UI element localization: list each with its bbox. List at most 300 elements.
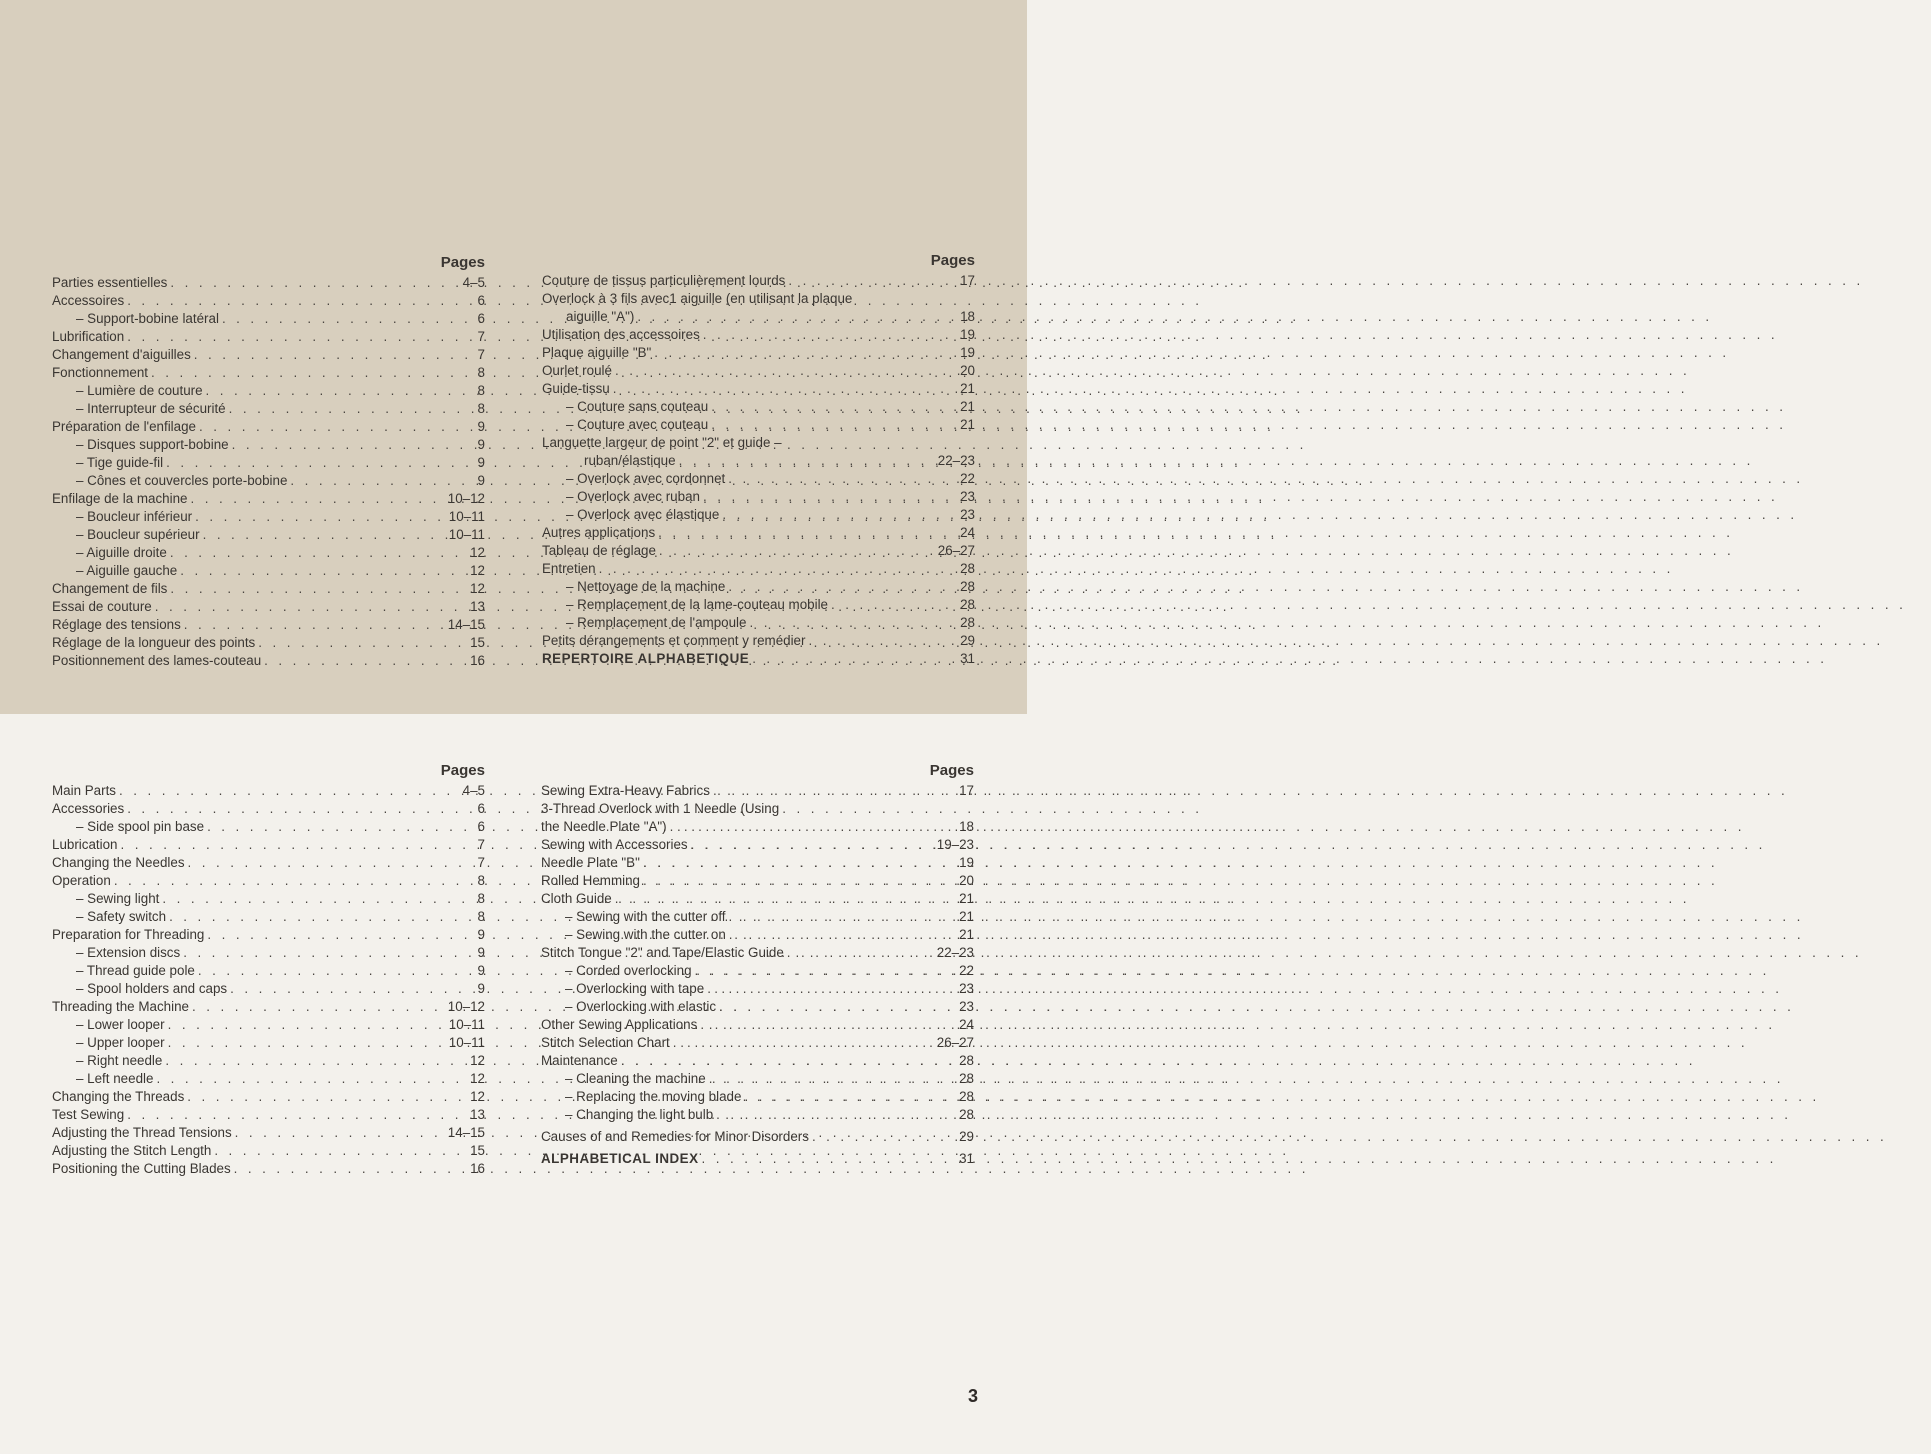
dot-leader [127,328,474,346]
toc-entry [541,1034,974,1052]
toc-entry [541,1016,974,1034]
toc-entry [541,800,974,818]
toc-entry-label: Parties essentielles [52,275,168,290]
dot-leader [702,1150,957,1168]
dot-leader [691,836,934,854]
toc-entry-label: Sewing Extra-Heavy Fabrics [541,783,710,798]
toc-entry-label: Needle Plate "B" [541,855,640,870]
toc-entry-label: Plaque aiguille "B" [542,345,652,360]
dot-leader [180,562,467,580]
toc-entry-label: – Overlocking with elastic [565,999,717,1014]
toc-entry-label: Positionnement des lames-couteau [52,653,262,668]
toc-entry [542,650,975,668]
toc-entry-label: Changing the Threads [52,1089,185,1104]
toc-entry-page: 8 [477,365,485,380]
dot-leader [290,472,474,490]
toc-entry [52,1106,485,1124]
dot-leader [183,944,474,962]
dot-leader [206,382,475,400]
dot-leader [659,542,935,560]
toc-entry-label: – Couture avec couteau [566,417,709,432]
toc-entry [541,1088,974,1106]
toc-entry-page: 28 [959,1053,974,1068]
toc-entry-page: 9 [477,455,485,470]
dot-leader [729,926,956,944]
dot-leader [222,310,475,328]
toc-entry-page: 22 [959,963,974,978]
toc-entry-page: 23 [960,507,975,522]
toc-entry-label: Essai de couture [52,599,152,614]
toc-entry-label: – Side spool pin base [76,819,205,834]
toc-entry-page: 10–11 [448,1035,485,1050]
dot-leader [658,524,957,542]
toc-entry-label: – Aiguille droite [76,545,167,560]
toc-entry-page: 15 [470,635,485,650]
dot-leader [168,1034,446,1052]
toc-entry-label: Preparation for Threading [52,927,205,942]
toc-entry-page: 17 [959,783,974,798]
toc-entry-label: Petits dérangements et comment y remédier [542,633,806,648]
toc-entry [52,580,485,598]
dot-leader [679,452,935,470]
toc-entry-page: 22 [960,471,975,486]
toc-entry [52,1052,485,1070]
toc-entry-label: Couture de tissus particulièrement lourds [542,273,786,288]
toc-entry-label: – Boucleur supérieur [76,527,200,542]
toc-entry-page: 12 [470,545,485,560]
toc-entry-label: Accessoires [52,293,125,308]
toc-entry-label: – Remplacement de l'ampoule [566,615,747,630]
dot-leader [188,854,475,872]
dot-leader [207,818,474,836]
toc-entry [52,1142,485,1160]
toc-french-left [52,252,485,670]
toc-entry-page: 6 [477,311,485,326]
dot-leader [621,1052,956,1070]
toc-entry [52,634,485,652]
toc-entry-label: – Overlock avec ruban [566,489,700,504]
toc-entry-page: 28 [960,561,975,576]
toc-entry [542,596,975,614]
toc-english-left [52,760,485,1178]
dot-leader [709,1070,956,1088]
dot-leader [166,454,474,472]
toc-entry [52,562,485,580]
toc-entry-label: Other Sewing Applications [541,1017,698,1032]
toc-entry-label: – Replacing the moving blade [565,1089,742,1104]
toc-entry-page: 12 [470,581,485,596]
toc-entry-page: 28 [959,1089,974,1104]
toc-entry [52,292,485,310]
toc-entry-label: Languette largeur de point "2" et guide – [542,435,782,450]
toc-entry [52,472,485,490]
toc-list [52,782,485,1178]
dot-leader [184,616,445,634]
toc-entry-label: Guide-tissu [542,381,610,396]
toc-list [542,272,975,668]
toc-entry [541,998,974,1016]
dot-leader [195,508,446,526]
toc-entry [52,926,485,944]
toc-entry-label: Main Parts [52,783,116,798]
dot-leader [703,488,957,506]
toc-entry-page: 12 [470,1089,485,1104]
toc-entry [52,800,485,818]
toc-entry-page: 20 [960,363,975,378]
dot-leader [654,344,957,362]
dot-leader [728,470,957,488]
toc-entry-label: Changing the Needles [52,855,185,870]
toc-entry [542,524,975,542]
toc-entry-label: – Overlocking with tape [565,981,705,996]
toc-entry [542,326,975,344]
dot-leader [214,1142,467,1160]
toc-entry-label: Autres applications [542,525,656,540]
toc-entry-page: 28 [959,1107,974,1122]
toc-entry [52,1124,485,1142]
toc-entry-label: Sewing with Accessories [541,837,688,852]
toc-entry-page: 8 [477,383,485,398]
toc-entry-page: 23 [959,981,974,996]
dot-leader [156,1070,467,1088]
dot-leader [121,836,475,854]
dot-leader [203,526,446,544]
toc-entry-label: – Interrupteur de sécurité [76,401,226,416]
dot-leader [707,980,956,998]
toc-entry [52,382,485,400]
dot-leader [615,362,957,380]
dot-leader [127,800,474,818]
toc-entry-page: 14–15 [447,617,485,632]
toc-entry-page: 31 [959,1151,974,1166]
toc-entry [52,508,485,526]
toc-entry-label: – Right needle [76,1053,163,1068]
toc-entry-label: Changement d'aiguilles [52,347,191,362]
dot-leader [711,416,957,434]
toc-entry-label: Adjusting the Stitch Length [52,1143,212,1158]
toc-entry [52,782,485,800]
toc-entry-page: 21 [960,399,975,414]
toc-entry [542,380,975,398]
dot-leader [155,598,467,616]
toc-entry-label: – Lumière de couture [76,383,203,398]
dot-leader [114,872,475,890]
toc-entry [52,274,485,292]
toc-entry [541,944,974,962]
toc-entry [52,854,485,872]
dot-leader [258,634,467,652]
pages-heading: Pages [930,252,975,269]
toc-entry-page: 21 [959,891,974,906]
dot-leader [169,908,474,926]
toc-entry-page: 13 [470,1107,485,1122]
pages-heading: Pages [929,762,974,779]
toc-entry-page: 31 [960,651,975,666]
toc-entry-page: 9 [477,437,485,452]
toc-entry-label: Stitch Tongue "2" and Tape/Elastic Guide [541,945,784,960]
toc-entry-page: 28 [960,579,975,594]
dot-leader [151,364,475,382]
toc-entry-label: Adjusting the Thread Tensions [52,1125,232,1140]
dot-leader [170,580,467,598]
toc-entry-page: 16 [470,653,485,668]
dot-leader [170,274,459,292]
toc-entry-page: 9 [477,419,485,434]
toc-list [541,782,974,1168]
toc-entry [52,962,485,980]
toc-entry-page: 10–11 [448,527,485,542]
toc-entry-page: 10–12 [447,491,485,506]
toc-entry [542,470,975,488]
toc-entry-page: 21 [960,417,975,432]
toc-entry-page: 8 [477,401,485,416]
dot-leader [230,980,474,998]
dot-leader [194,346,475,364]
toc-entry [52,1088,485,1106]
dot-leader [119,782,460,800]
toc-entry-label: – Cleaning the machine [565,1071,706,1086]
toc-entry [542,398,975,416]
toc-entry-page: 19 [960,327,975,342]
dot-leader [229,400,475,418]
toc-entry-page: 16 [470,1161,485,1176]
dot-leader [187,1088,467,1106]
toc-entry-page: 15 [470,1143,485,1158]
toc-entry-page: 10–11 [448,1017,485,1032]
toc-entry-page: 23 [960,489,975,504]
toc-entry-page: 10–12 [447,999,485,1014]
toc-entry-label: Utilisation des accessoires [542,327,700,342]
toc-entry [52,818,485,836]
dot-leader [703,326,957,344]
toc-entry-label: Fonctionnement [52,365,149,380]
toc-entry [52,944,485,962]
toc-entry [541,1150,974,1168]
toc-entry [52,1070,485,1088]
toc-entry-page: 7 [477,329,485,344]
toc-entry-page: 4–5 [462,275,485,290]
toc-entry [541,836,974,854]
toc-entry-label: Lubrication [52,837,118,852]
dot-leader [615,890,956,908]
dot-leader [695,962,957,980]
toc-entry-page: 8 [477,873,485,888]
toc-entry-page: 28 [960,597,975,612]
dot-leader [719,998,956,1016]
toc-entry [52,908,485,926]
toc-entry [52,652,485,670]
toc-entry-label: Positioning the Cutting Blades [52,1161,231,1176]
dot-leader [670,818,956,836]
toc-entry [52,400,485,418]
toc-entry-label: ALPHABETICAL INDEX [541,1151,699,1166]
toc-entry-page: 4–5 [462,783,485,798]
dot-leader [787,944,934,962]
toc-entry-label: Cloth Guide [541,891,612,906]
dot-leader [127,292,474,310]
toc-entry [542,272,975,290]
dot-leader [812,1128,956,1146]
toc-entry-label: Rolled Hemming [541,873,640,888]
dot-leader [190,490,444,508]
toc-entry-label: Maintenance [541,1053,618,1068]
toc-entry [542,434,975,452]
toc-entry [541,962,974,980]
toc-entry [52,364,485,382]
toc-list [52,274,485,670]
toc-entry [541,872,974,890]
toc-entry-page: 20 [959,873,974,888]
dot-leader [752,650,957,668]
toc-entry-label: – Lower looper [76,1017,165,1032]
toc-entry [542,506,975,524]
toc-entry [52,598,485,616]
toc-entry-page: 17 [960,273,975,288]
toc-entry-label: – Extension discs [76,945,181,960]
toc-entry [52,454,485,472]
toc-entry-label: ruban/élastique [584,453,676,468]
dot-leader [192,998,445,1016]
toc-entry-label: – Left needle [76,1071,154,1086]
dot-leader [729,908,957,926]
toc-entry [541,818,974,836]
toc-entry-page: 7 [477,837,485,852]
toc-entry [541,926,974,944]
toc-entry-label: REPERTOIRE ALPHABETIQUE [542,651,750,666]
toc-entry [542,632,975,650]
toc-entry-page: 29 [960,633,975,648]
toc-entry-label: Réglage des tensions [52,617,181,632]
dot-leader [165,1052,467,1070]
dot-leader [637,308,957,326]
toc-entry-page: 22–23 [936,945,974,960]
toc-entry-label: Enfilage de la machine [52,491,188,506]
toc-entry [542,614,975,632]
toc-entry [542,290,975,308]
toc-entry-page: 9 [477,963,485,978]
toc-entry-label: – Cônes et couvercles porte-bobine [76,473,288,488]
toc-english-right [541,760,974,1168]
dot-leader [711,398,957,416]
toc-entry-page: 9 [477,945,485,960]
toc-entry-page: 10–11 [448,509,485,524]
toc-entry-label: Tableau de réglage [542,543,656,558]
toc-entry [52,1160,485,1178]
toc-entry-label: – Upper looper [76,1035,165,1050]
toc-entry-page: 19–23 [936,837,974,852]
toc-entry-label: the Needle Plate "A") [541,819,667,834]
toc-entry-label: – Overlock avec cordonnet [566,471,726,486]
toc-entry-page: 21 [959,927,974,942]
dot-leader [643,872,956,890]
dot-leader [168,1016,446,1034]
toc-entry [52,310,485,328]
toc-entry-page: 18 [960,309,975,324]
toc-entry [542,488,975,506]
toc-entry [52,436,485,454]
toc-entry-label: – Disques support-bobine [76,437,229,452]
toc-entry [52,836,485,854]
toc-entry-page: 19 [959,855,974,870]
dot-leader [831,596,957,614]
toc-entry-label: Causes of and Remedies for Minor Disorders [541,1129,809,1144]
toc-entry-page: 6 [477,819,485,834]
toc-entry-label: – Remplacement de la lame-couteau mobile [566,597,829,612]
toc-entry-page: 29 [959,1129,974,1144]
toc-entry-page: 21 [959,909,974,924]
dot-leader [788,272,957,290]
toc-entry [52,544,485,562]
toc-entry-label: – Support-bobine latéral [76,311,219,326]
toc-entry [52,328,485,346]
toc-entry [541,1070,974,1088]
dot-leader [673,1034,934,1052]
toc-entry [52,1034,485,1052]
toc-entry [52,490,485,508]
page-number: 3 [968,1386,979,1406]
dot-leader [728,578,957,596]
toc-entry [52,872,485,890]
dot-leader [613,380,957,398]
toc-entry-page: 28 [959,1071,974,1086]
toc-entry-page: 24 [960,525,975,540]
toc-entry-label: Operation [52,873,111,888]
dot-leader [235,1124,445,1142]
dot-leader [749,614,957,632]
toc-entry [52,980,485,998]
toc-entry [52,998,485,1016]
toc-entry-page: 9 [477,927,485,942]
toc-entry-label: Threading the Machine [52,999,189,1014]
toc-entry-label: Réglage de la longueur des points [52,635,256,650]
toc-entry-label: Stitch Selection Chart [541,1035,670,1050]
dot-leader [264,652,467,670]
dot-leader [127,1106,467,1124]
dot-leader [716,1106,956,1124]
toc-entry-label: – Spool holders and caps [76,981,228,996]
dot-leader [234,1160,467,1178]
dot-leader [198,962,475,980]
toc-entry [52,418,485,436]
toc-entry-label: – Couture sans couteau [566,399,709,414]
toc-entry [541,980,974,998]
toc-entry-label: – Tige guide-fil [76,455,164,470]
toc-entry-page: 23 [959,999,974,1014]
toc-entry-label: – Nettoyage de la machine [566,579,726,594]
toc-entry-page: 8 [477,891,485,906]
toc-entry-page: 14–15 [447,1125,485,1140]
dot-leader [199,418,475,436]
toc-entry-page: 26–27 [936,1035,974,1050]
toc-entry-label: – Overlock avec élastique [566,507,720,522]
dot-leader [162,890,474,908]
toc-entry-page: 21 [960,381,975,396]
toc-entry-page: 18 [959,819,974,834]
toc-entry-label: – Safety switch [76,909,167,924]
dot-leader [808,632,957,650]
toc-entry [52,526,485,544]
toc-entry-page: 7 [477,347,485,362]
toc-entry-label: Lubrification [52,329,125,344]
toc-entry-page: 12 [470,563,485,578]
toc-entry [542,560,975,578]
toc-entry [52,346,485,364]
toc-entry [542,542,975,560]
toc-entry [541,1128,974,1146]
dot-leader [713,782,956,800]
toc-entry-page: 26–27 [937,543,975,558]
toc-entry-label: Ourlet roulé [542,363,612,378]
